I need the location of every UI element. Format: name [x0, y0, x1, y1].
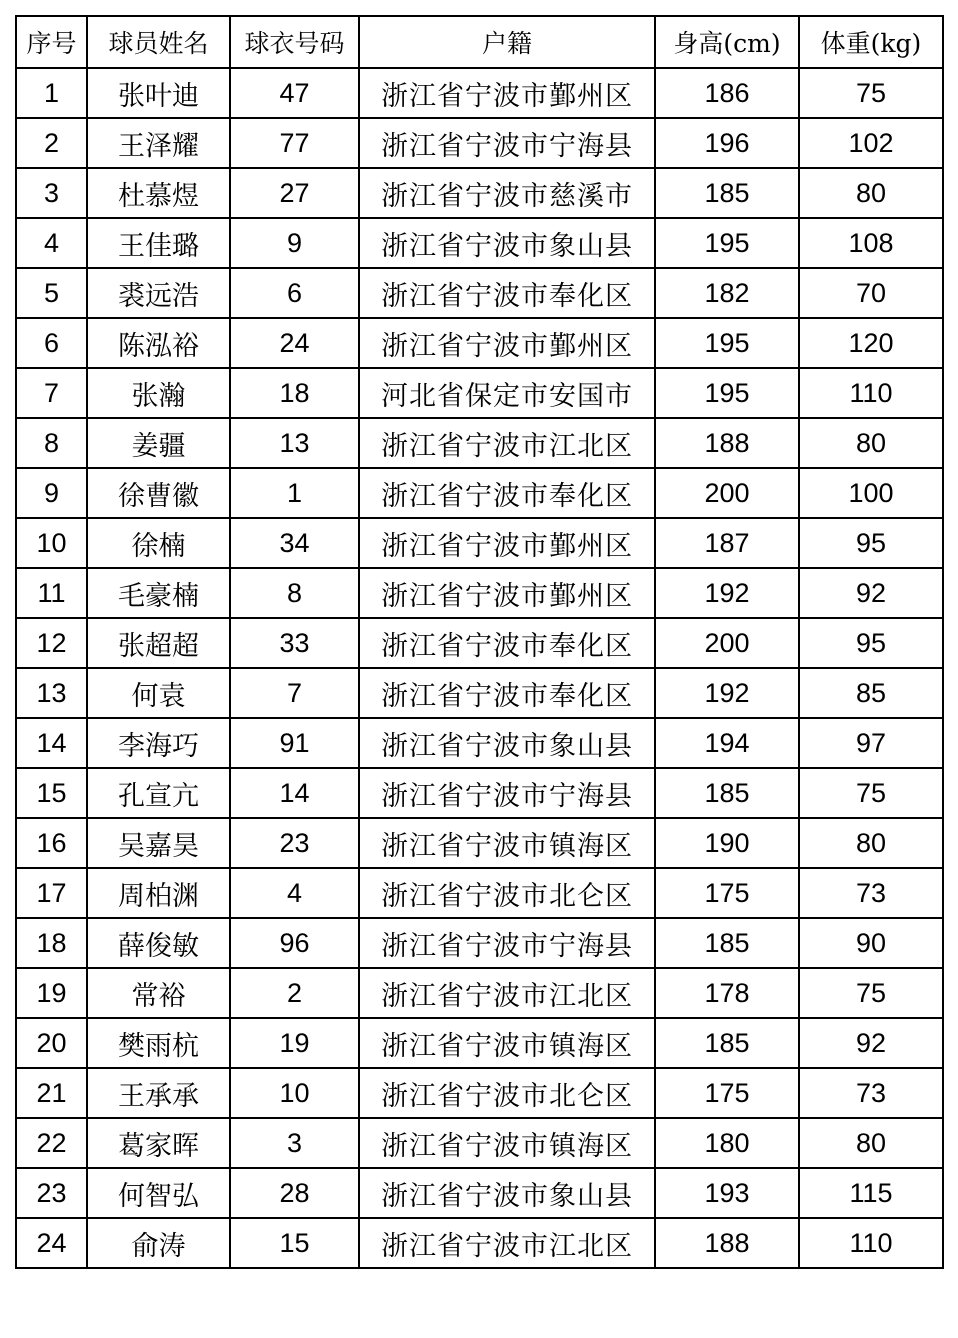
header-jersey-number: 球衣号码 [230, 16, 359, 68]
cell-jersey-number: 47 [230, 68, 359, 118]
header-row [16, 16, 943, 68]
cell-weight: 97 [799, 718, 943, 768]
cell-jersey-number: 19 [230, 1018, 359, 1068]
cell-jersey-number: 3 [230, 1118, 359, 1168]
cell-height: 192 [655, 568, 799, 618]
cell-player-name: 王泽耀 [87, 118, 230, 168]
cell-index: 8 [16, 418, 87, 468]
table-row [16, 468, 943, 518]
cell-player-name: 王佳璐 [87, 218, 230, 268]
cell-hometown: 浙江省宁波市鄞州区 [359, 568, 655, 618]
cell-hometown: 浙江省宁波市奉化区 [359, 668, 655, 718]
cell-weight: 80 [799, 418, 943, 468]
table-row [16, 218, 943, 268]
table-row [16, 718, 943, 768]
cell-weight: 92 [799, 568, 943, 618]
cell-index: 7 [16, 368, 87, 418]
cell-player-name: 葛家晖 [87, 1118, 230, 1168]
cell-weight: 92 [799, 1018, 943, 1068]
header-index: 序号 [16, 16, 87, 68]
cell-weight: 75 [799, 768, 943, 818]
cell-player-name: 俞涛 [87, 1218, 230, 1268]
cell-index: 20 [16, 1018, 87, 1068]
cell-jersey-number: 7 [230, 668, 359, 718]
cell-index: 21 [16, 1068, 87, 1118]
table-row [16, 918, 943, 968]
cell-hometown: 浙江省宁波市宁海县 [359, 918, 655, 968]
cell-hometown: 浙江省宁波市鄞州区 [359, 518, 655, 568]
cell-hometown: 浙江省宁波市象山县 [359, 218, 655, 268]
table-row [16, 318, 943, 368]
cell-height: 195 [655, 318, 799, 368]
cell-jersey-number: 8 [230, 568, 359, 618]
cell-index: 2 [16, 118, 87, 168]
cell-weight: 73 [799, 1068, 943, 1118]
cell-weight: 95 [799, 618, 943, 668]
cell-player-name: 何袁 [87, 668, 230, 718]
cell-jersey-number: 91 [230, 718, 359, 768]
cell-player-name: 张超超 [87, 618, 230, 668]
cell-index: 4 [16, 218, 87, 268]
cell-height: 190 [655, 818, 799, 868]
cell-jersey-number: 33 [230, 618, 359, 668]
cell-index: 24 [16, 1218, 87, 1268]
cell-player-name: 王承承 [87, 1068, 230, 1118]
cell-weight: 110 [799, 1218, 943, 1268]
cell-index: 14 [16, 718, 87, 768]
cell-weight: 85 [799, 668, 943, 718]
cell-index: 12 [16, 618, 87, 668]
cell-weight: 80 [799, 1118, 943, 1168]
cell-player-name: 张叶迪 [87, 68, 230, 118]
cell-hometown: 浙江省宁波市宁海县 [359, 768, 655, 818]
cell-weight: 108 [799, 218, 943, 268]
cell-jersey-number: 27 [230, 168, 359, 218]
cell-player-name: 陈泓裕 [87, 318, 230, 368]
cell-index: 23 [16, 1168, 87, 1218]
cell-hometown: 浙江省宁波市奉化区 [359, 268, 655, 318]
cell-player-name: 常裕 [87, 968, 230, 1018]
cell-jersey-number: 15 [230, 1218, 359, 1268]
cell-weight: 115 [799, 1168, 943, 1218]
cell-jersey-number: 34 [230, 518, 359, 568]
cell-hometown: 浙江省宁波市北仑区 [359, 868, 655, 918]
cell-hometown: 浙江省宁波市江北区 [359, 418, 655, 468]
cell-index: 11 [16, 568, 87, 618]
cell-jersey-number: 23 [230, 818, 359, 868]
table-row [16, 568, 943, 618]
table-row [16, 1018, 943, 1068]
cell-jersey-number: 2 [230, 968, 359, 1018]
cell-height: 188 [655, 418, 799, 468]
cell-player-name: 姜疆 [87, 418, 230, 468]
cell-hometown: 浙江省宁波市镇海区 [359, 818, 655, 868]
cell-weight: 73 [799, 868, 943, 918]
cell-index: 1 [16, 68, 87, 118]
cell-height: 186 [655, 68, 799, 118]
cell-jersey-number: 4 [230, 868, 359, 918]
cell-height: 188 [655, 1218, 799, 1268]
cell-height: 196 [655, 118, 799, 168]
table-row [16, 618, 943, 668]
cell-height: 175 [655, 1068, 799, 1118]
cell-height: 175 [655, 868, 799, 918]
table-row [16, 968, 943, 1018]
table-row [16, 368, 943, 418]
cell-weight: 100 [799, 468, 943, 518]
cell-index: 3 [16, 168, 87, 218]
cell-weight: 70 [799, 268, 943, 318]
cell-index: 6 [16, 318, 87, 368]
cell-height: 200 [655, 468, 799, 518]
cell-hometown: 浙江省宁波市江北区 [359, 968, 655, 1018]
table-header [16, 16, 943, 68]
cell-weight: 90 [799, 918, 943, 968]
cell-player-name: 薛俊敏 [87, 918, 230, 968]
cell-hometown: 浙江省宁波市鄞州区 [359, 318, 655, 368]
cell-hometown: 浙江省宁波市象山县 [359, 718, 655, 768]
cell-player-name: 孔宣亢 [87, 768, 230, 818]
cell-hometown: 浙江省宁波市江北区 [359, 1218, 655, 1268]
table-row [16, 418, 943, 468]
cell-jersey-number: 1 [230, 468, 359, 518]
cell-player-name: 毛豪楠 [87, 568, 230, 618]
cell-index: 13 [16, 668, 87, 718]
table-row [16, 268, 943, 318]
table-row [16, 68, 943, 118]
cell-index: 15 [16, 768, 87, 818]
cell-height: 185 [655, 768, 799, 818]
cell-weight: 80 [799, 168, 943, 218]
table-row [16, 1218, 943, 1268]
cell-index: 18 [16, 918, 87, 968]
cell-index: 5 [16, 268, 87, 318]
cell-index: 19 [16, 968, 87, 1018]
cell-weight: 120 [799, 318, 943, 368]
cell-weight: 80 [799, 818, 943, 868]
cell-player-name: 周柏渊 [87, 868, 230, 918]
cell-player-name: 徐楠 [87, 518, 230, 568]
cell-weight: 102 [799, 118, 943, 168]
table-body [16, 68, 943, 1268]
cell-player-name: 樊雨杭 [87, 1018, 230, 1068]
cell-height: 193 [655, 1168, 799, 1218]
cell-jersey-number: 28 [230, 1168, 359, 1218]
header-hometown: 户籍 [359, 16, 655, 68]
table-row [16, 1168, 943, 1218]
cell-hometown: 浙江省宁波市奉化区 [359, 468, 655, 518]
table-row [16, 818, 943, 868]
cell-height: 178 [655, 968, 799, 1018]
cell-height: 185 [655, 168, 799, 218]
cell-hometown: 浙江省宁波市宁海县 [359, 118, 655, 168]
cell-hometown: 浙江省宁波市奉化区 [359, 618, 655, 668]
table-row [16, 518, 943, 568]
cell-player-name: 张瀚 [87, 368, 230, 418]
cell-hometown: 浙江省宁波市北仑区 [359, 1068, 655, 1118]
header-height: 身高(cm) [655, 16, 799, 68]
cell-height: 200 [655, 618, 799, 668]
cell-player-name: 吴嘉昊 [87, 818, 230, 868]
cell-weight: 75 [799, 968, 943, 1018]
cell-hometown: 浙江省宁波市镇海区 [359, 1118, 655, 1168]
cell-jersey-number: 14 [230, 768, 359, 818]
cell-jersey-number: 77 [230, 118, 359, 168]
table-row [16, 668, 943, 718]
table-row [16, 1118, 943, 1168]
cell-index: 10 [16, 518, 87, 568]
cell-player-name: 徐曹徽 [87, 468, 230, 518]
cell-hometown: 河北省保定市安国市 [359, 368, 655, 418]
cell-index: 9 [16, 468, 87, 518]
cell-jersey-number: 9 [230, 218, 359, 268]
table-row [16, 118, 943, 168]
cell-height: 185 [655, 1018, 799, 1068]
player-roster-table [15, 15, 944, 1269]
cell-player-name: 杜慕煜 [87, 168, 230, 218]
cell-jersey-number: 6 [230, 268, 359, 318]
cell-hometown: 浙江省宁波市慈溪市 [359, 168, 655, 218]
table-row [16, 768, 943, 818]
cell-weight: 95 [799, 518, 943, 568]
cell-height: 194 [655, 718, 799, 768]
cell-jersey-number: 96 [230, 918, 359, 968]
cell-jersey-number: 18 [230, 368, 359, 418]
table-row [16, 168, 943, 218]
cell-height: 192 [655, 668, 799, 718]
cell-index: 22 [16, 1118, 87, 1168]
cell-jersey-number: 13 [230, 418, 359, 468]
cell-hometown: 浙江省宁波市镇海区 [359, 1018, 655, 1068]
cell-weight: 75 [799, 68, 943, 118]
cell-jersey-number: 10 [230, 1068, 359, 1118]
cell-weight: 110 [799, 368, 943, 418]
cell-player-name: 何智弘 [87, 1168, 230, 1218]
cell-height: 185 [655, 918, 799, 968]
cell-player-name: 裘远浩 [87, 268, 230, 318]
cell-index: 17 [16, 868, 87, 918]
cell-hometown: 浙江省宁波市象山县 [359, 1168, 655, 1218]
cell-height: 195 [655, 368, 799, 418]
table-row [16, 868, 943, 918]
table-row [16, 1068, 943, 1118]
cell-height: 180 [655, 1118, 799, 1168]
cell-jersey-number: 24 [230, 318, 359, 368]
header-weight: 体重(kg) [799, 16, 943, 68]
cell-index: 16 [16, 818, 87, 868]
cell-height: 187 [655, 518, 799, 568]
cell-player-name: 李海巧 [87, 718, 230, 768]
header-player-name: 球员姓名 [87, 16, 230, 68]
cell-hometown: 浙江省宁波市鄞州区 [359, 68, 655, 118]
cell-height: 182 [655, 268, 799, 318]
cell-height: 195 [655, 218, 799, 268]
